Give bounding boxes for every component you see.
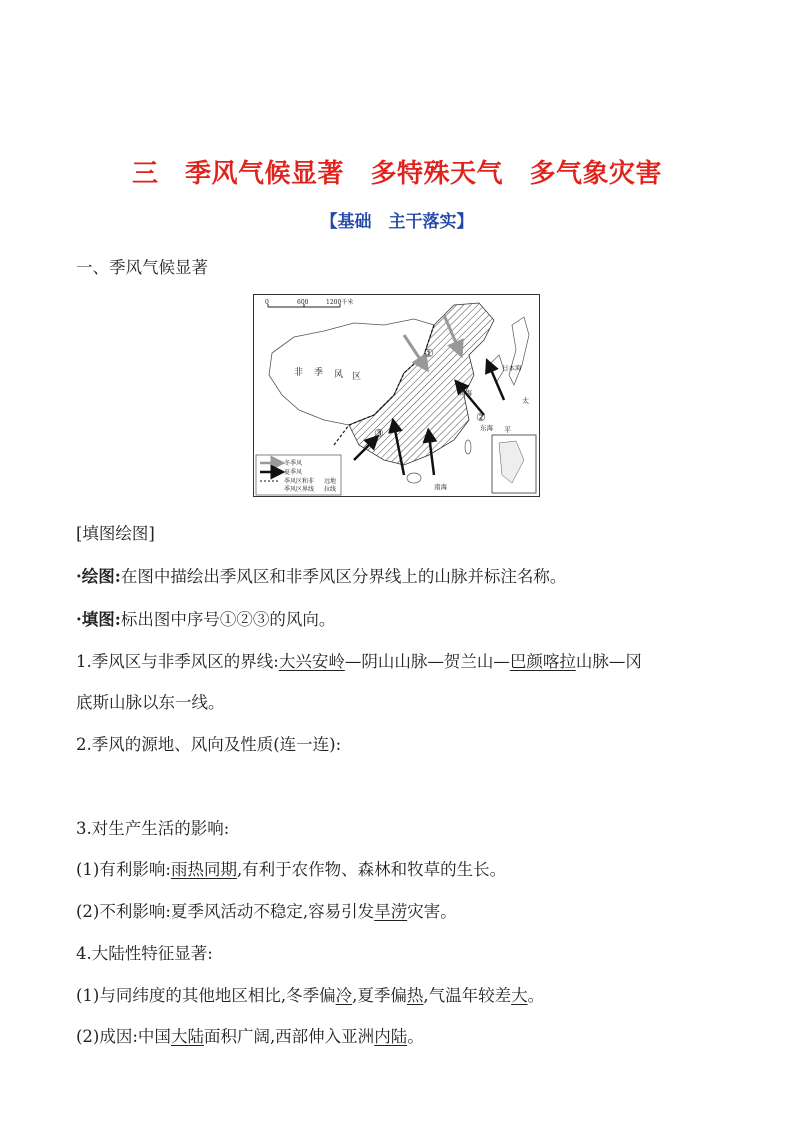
answer-hanlao: 旱涝 (374, 902, 408, 921)
answer-neilu: 内陆 (374, 1027, 408, 1046)
answer-dalu: 大陆 (170, 1027, 204, 1046)
answer-bayankala: 巴颜喀拉 (509, 652, 576, 671)
map-label-qu: 区 (352, 372, 362, 382)
legend-summer: 夏季风 (284, 469, 303, 476)
map-label-fei: 非 (294, 368, 304, 378)
marker-1: ① (424, 347, 434, 360)
china-monsoon-map (253, 294, 540, 497)
page-title: 三 季风气候显著 多特殊天气 多气象灾害 (131, 159, 662, 189)
legend-side-1: 远地 (324, 478, 337, 485)
scale-label-600: 600 (297, 299, 309, 306)
scale-label-0: 0 (265, 299, 269, 306)
fill-draw-heading: [填图绘图] (76, 524, 155, 543)
draw-task-text: 在图中描绘出季风区和非季风区分界线上的山脉并标注名称。 (120, 567, 567, 586)
draw-task (76, 563, 566, 587)
section-heading: 一、季风气候显著 (76, 258, 208, 277)
map-label-tai: 太 (522, 397, 529, 405)
map-legend (256, 455, 341, 495)
map-label-sea-japan: 日本海 (502, 364, 522, 372)
legend-boundary-2: 季风区界线 (284, 486, 315, 493)
legend-winter: 冬季风 (284, 460, 303, 467)
item-3: 3.对生产生活的影响: (76, 819, 230, 838)
item-2: 2.季风的源地、风向及性质(连一连): (76, 735, 342, 754)
map-label-ji: 季 (314, 368, 324, 378)
answer-da: 大 (511, 986, 528, 1005)
answer-yurebeiqi: 雨热同期 (170, 860, 237, 879)
map-label-yellow-sea: 黄海 (459, 389, 472, 397)
section-subtitle: 【基础 主干落实】 (320, 212, 474, 232)
answer-daxinganling: 大兴安岭 (278, 652, 345, 671)
fill-task (76, 606, 335, 630)
map-label-feng: 风 (334, 370, 344, 380)
scale-bar (265, 298, 353, 307)
legend-side-2: 拉线 (324, 486, 337, 493)
item-4-1: (1)与同纬度的其他地区相比,冬季偏冷,夏季偏热,气温年较差大。 (76, 986, 545, 1005)
item-4: 4.大陆性特征显著: (76, 944, 213, 963)
legend-boundary-1: 季风区和非 (284, 478, 315, 485)
item-3-2: (2)不利影响:夏季风活动不稳定,容易引发旱涝灾害。 (76, 902, 457, 921)
item-3-1: (1)有利影响:雨热同期,有利于农作物、森林和牧草的生长。 (76, 860, 507, 879)
map-label-ping: 平 (504, 426, 511, 434)
draw-task-label: ·绘图: (76, 567, 121, 586)
scale-label-1200: 1200千米 (326, 299, 354, 306)
marker-2: ② (476, 411, 486, 424)
item-1: 1.季风区与非季风区的界线:大兴安岭—阴山山脉—贺兰山—巴颜喀拉山脉—冈 (76, 652, 642, 671)
answer-re: 热 (406, 986, 424, 1005)
map-label-east-sea: 东海 (480, 424, 493, 432)
answer-leng: 冷 (335, 986, 353, 1005)
map-label-south-sea: 南海 (434, 483, 447, 491)
item-1-cont: 底斯山脉以东一线。 (76, 693, 225, 712)
fill-task-label: ·填图: (76, 610, 121, 629)
item-4-2: (2)成因:中国大陆面积广阔,西部伸入亚洲内陆。 (76, 1027, 424, 1046)
fill-task-text: 标出图中序号①②③的风向。 (120, 610, 336, 629)
marker-3: ③ (374, 427, 384, 440)
